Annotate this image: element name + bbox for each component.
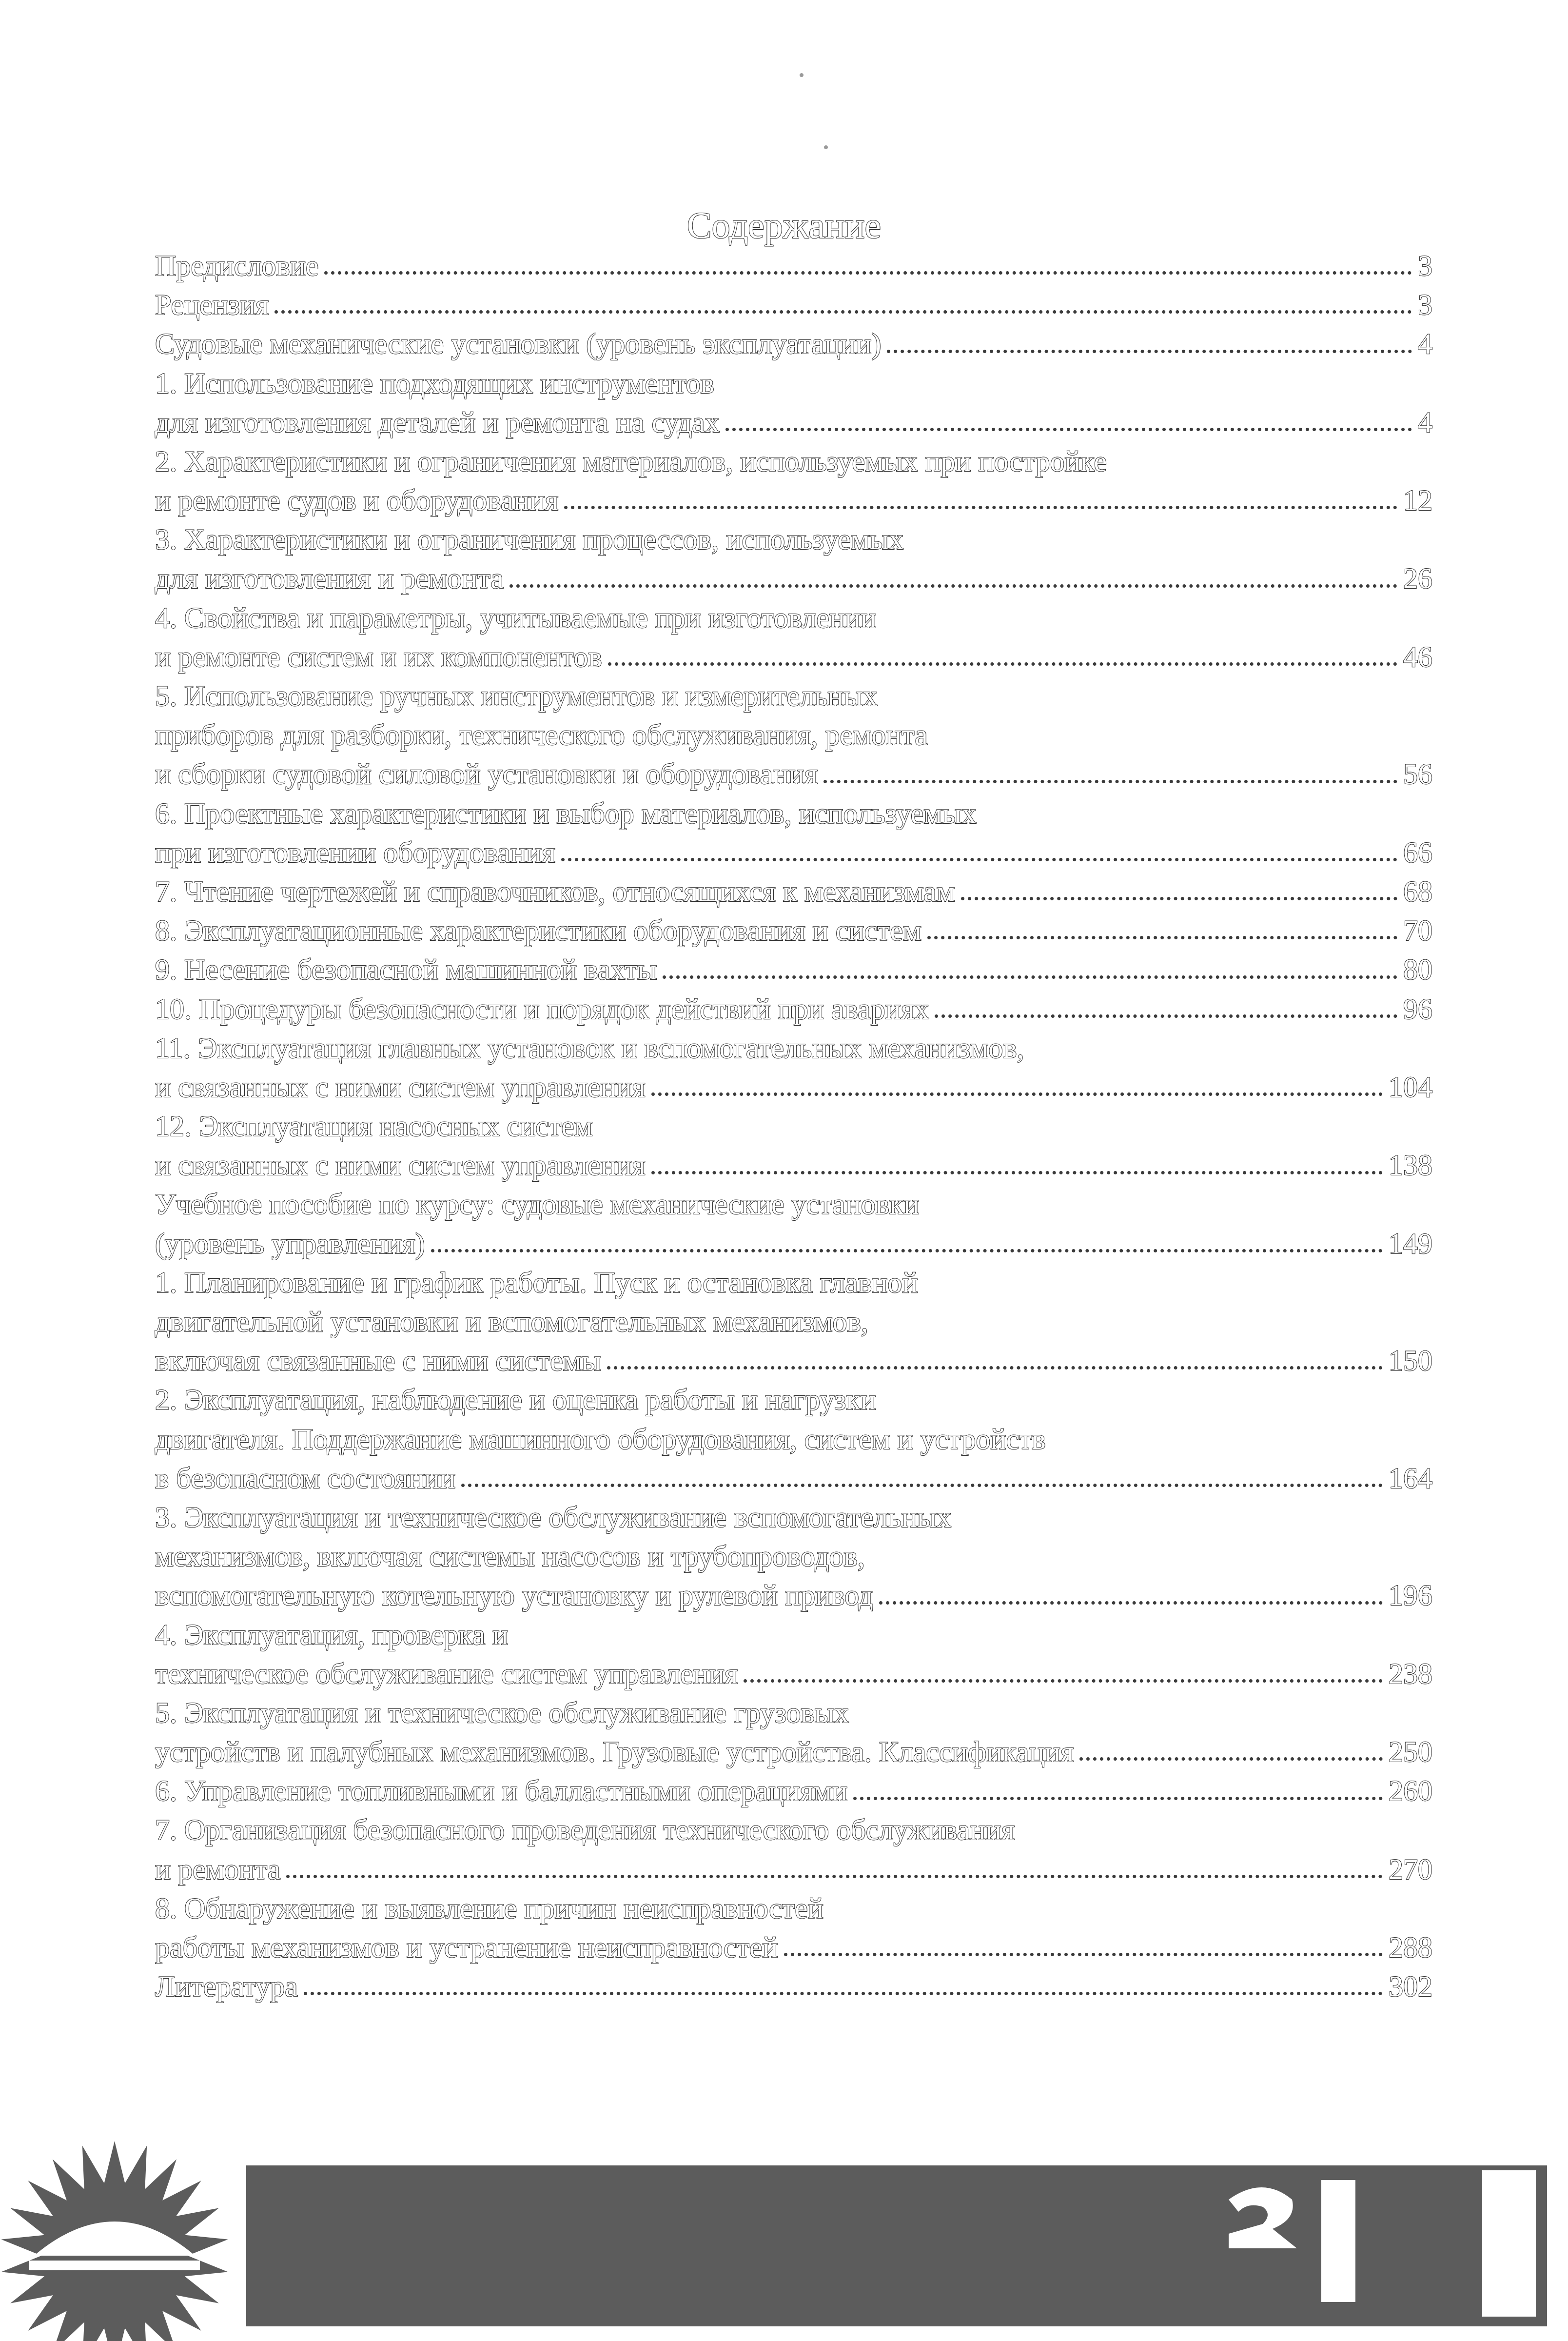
toc-page-number: 46 — [1403, 640, 1432, 673]
footer-mark — [1321, 2170, 1536, 2317]
toc-entry[interactable] — [155, 246, 1432, 285]
toc-page-number: 270 — [1389, 1853, 1432, 1885]
toc-entry-line — [155, 1263, 1432, 1302]
toc-entry-title: 8. Эксплуатационные характеристики оборудования и систем — [155, 914, 921, 947]
toc-leader-dots — [510, 584, 1397, 588]
toc-entry-title: 12. Эксплуатация насосных систем — [155, 1110, 593, 1143]
toc-page-number: 250 — [1389, 1736, 1432, 1768]
toc-entry-title: при изготовлении оборудования — [155, 836, 555, 869]
toc-entry[interactable] — [155, 324, 1432, 363]
toc-entry-line — [155, 637, 1432, 676]
toc-leader-dots — [1079, 1757, 1383, 1761]
toc-entry-title: для изготовления и ремонта — [155, 562, 504, 595]
toc-entry[interactable] — [155, 442, 1432, 520]
toc-leader-dots — [927, 936, 1397, 939]
toc-entry-line — [155, 911, 1432, 950]
toc-entry-title: техническое обслуживание систем управления — [155, 1657, 738, 1690]
toc-entry-line — [155, 324, 1432, 363]
toc-leader-dots — [561, 858, 1397, 861]
toc-entry-line — [155, 1576, 1432, 1615]
toc-entry-title: устройств и палубных механизмов. Грузовые устройства. Классификация — [155, 1736, 1074, 1768]
table-of-contents — [155, 246, 1432, 2006]
toc-entry[interactable] — [155, 285, 1432, 324]
toc-entry-line — [155, 1498, 1432, 1537]
toc-entry-title: 2. Характеристики и ограничения материалов, используемых при постройке — [155, 445, 1107, 477]
toc-entry-title: 11. Эксплуатация главных установок и вспомогательных механизмов, — [155, 1032, 1024, 1064]
toc-leader-dots — [961, 897, 1397, 900]
toc-entry-line — [155, 1341, 1432, 1380]
toc-entry[interactable] — [155, 1107, 1432, 1185]
toc-entry-title: и ремонте систем и их компонентов — [155, 640, 602, 673]
toc-leader-dots — [823, 780, 1397, 783]
toc-entry-title: 6. Проектные характеристики и выбор материалов, используемых — [155, 797, 977, 830]
toc-page-number: 4 — [1418, 406, 1432, 438]
toc-entry-line — [155, 1537, 1432, 1576]
sun-burst-icon — [0, 2114, 229, 2341]
toc-entry-line — [155, 1811, 1432, 1850]
toc-leader-dots — [651, 1092, 1383, 1096]
toc-entry-line — [155, 1693, 1432, 1732]
toc-entry-line — [155, 872, 1432, 911]
toc-entry[interactable] — [155, 1498, 1432, 1615]
toc-entry-title: 5. Использование ручных инструментов и измерительных — [155, 680, 878, 713]
toc-entry[interactable] — [155, 1967, 1432, 2006]
toc-entry-title: 5. Эксплуатация и техническое обслуживание грузовых — [155, 1696, 849, 1729]
toc-page-number: 26 — [1403, 562, 1432, 595]
toc-entry-line — [155, 715, 1432, 754]
toc-entry-title: и сборки судовой силовой установки и оборудования — [155, 758, 818, 791]
toc-entry-line — [155, 285, 1432, 324]
toc-page-number: 3 — [1418, 249, 1432, 282]
toc-entry[interactable] — [155, 1889, 1432, 1967]
toc-page-number: 3 — [1418, 289, 1432, 321]
toc-entry[interactable] — [155, 911, 1432, 950]
toc-entry-title: вспомогательную котельную установку и рулевой привод — [155, 1579, 873, 1612]
toc-page-number: 4 — [1418, 328, 1432, 360]
toc-page-number: 66 — [1403, 836, 1432, 869]
toc-entry-title: 8. Обнаружение и выявление причин неисправностей — [155, 1892, 823, 1924]
page-title: Содержание — [686, 205, 882, 246]
toc-page-number: 12 — [1403, 484, 1432, 517]
toc-entry-title: 3. Характеристики и ограничения процессов, используемых — [155, 523, 904, 556]
toc-entry-line — [155, 1146, 1432, 1185]
toc-page-number: 260 — [1389, 1775, 1432, 1807]
toc-page-number: 138 — [1389, 1149, 1432, 1182]
toc-leader-dots — [461, 1484, 1383, 1487]
toc-entry-title: 9. Несение безопасной машинной вахты — [155, 953, 657, 986]
toc-entry-title: и связанных с ними систем управления — [155, 1071, 646, 1103]
toc-entry[interactable] — [155, 1380, 1432, 1498]
toc-entry-title: и связанных с ними систем управления — [155, 1149, 646, 1182]
toc-entry-line — [155, 1928, 1432, 1967]
footer-mark — [1219, 2180, 1307, 2253]
toc-entry-line — [155, 1380, 1432, 1419]
toc-entry-title: 1. Использование подходящих инструментов — [155, 367, 714, 399]
toc-entry-title: и ремонте судов и оборудования — [155, 484, 559, 517]
toc-leader-dots — [286, 1875, 1383, 1878]
toc-page-number: 56 — [1403, 758, 1432, 791]
toc-entry[interactable] — [155, 598, 1432, 676]
toc-entry-line — [155, 1850, 1432, 1889]
scan-speck — [824, 145, 828, 149]
toc-entry[interactable] — [155, 1693, 1432, 1771]
toc-leader-dots — [879, 1601, 1383, 1605]
toc-entry-title: работы механизмов и устранение неисправностей — [155, 1931, 778, 1964]
toc-leader-dots — [853, 1797, 1383, 1800]
toc-entry-line — [155, 1615, 1432, 1654]
toc-leader-dots — [607, 1366, 1383, 1369]
toc-entry-line — [155, 1654, 1432, 1693]
toc-entry[interactable] — [155, 1263, 1432, 1381]
toc-entry-title: 1. Планирование и график работы. Пуск и остановка главной — [155, 1266, 918, 1299]
toc-entry-title: 4. Свойства и параметры, учитываемые при изготовлении — [155, 601, 877, 634]
toc-page-number: 150 — [1389, 1345, 1432, 1377]
toc-page-number: 149 — [1389, 1227, 1432, 1260]
toc-entry[interactable] — [155, 1029, 1432, 1107]
toc-entry-title: механизмов, включая системы насосов и трубопроводов, — [155, 1540, 865, 1573]
toc-leader-dots — [935, 1014, 1397, 1018]
toc-entry-title: 7. Организация безопасного проведения технического обслуживания — [155, 1814, 1015, 1846]
toc-entry-title: приборов для разборки, технического обслуживания, ремонта — [155, 719, 928, 752]
toc-entry-line — [155, 520, 1432, 559]
toc-entry-title: Учебное пособие по курсу: судовые механические установки — [155, 1188, 920, 1221]
toc-entry-line — [155, 1302, 1432, 1341]
toc-leader-dots — [324, 271, 1412, 275]
toc-entry-line — [155, 1224, 1432, 1263]
toc-entry-title: двигателя. Поддержание машинного оборудования, систем и устройств — [155, 1423, 1046, 1455]
toc-entry-title: двигательной установки и вспомогательных механизмов, — [155, 1306, 868, 1338]
toc-entry-line — [155, 833, 1432, 872]
toc-entry-title: и ремонта — [155, 1853, 281, 1885]
toc-entry-line — [155, 1107, 1432, 1146]
toc-page-number: 70 — [1403, 914, 1432, 947]
toc-entry-line — [155, 1732, 1432, 1771]
toc-leader-dots — [564, 506, 1397, 509]
toc-entry-line — [155, 794, 1432, 833]
toc-entry[interactable] — [155, 1185, 1432, 1263]
toc-leader-dots — [304, 1992, 1383, 1995]
toc-entry-line — [155, 481, 1432, 520]
toc-entry-title: (уровень управления) — [155, 1227, 425, 1260]
toc-page-number: 68 — [1403, 875, 1432, 908]
toc-page-number: 302 — [1389, 1970, 1432, 2003]
toc-entry-line — [155, 364, 1432, 403]
toc-page-number: 96 — [1403, 992, 1432, 1025]
toc-entry[interactable] — [155, 676, 1432, 794]
toc-entry-line — [155, 754, 1432, 794]
toc-entry-line — [155, 1068, 1432, 1107]
toc-entry-title: включая связанные с ними системы — [155, 1345, 602, 1377]
toc-entry-title: 6. Управление топливными и балластными операциями — [155, 1775, 848, 1807]
toc-entry-title: Литература — [155, 1970, 298, 2003]
toc-entry-line — [155, 990, 1432, 1029]
toc-leader-dots — [887, 350, 1412, 353]
toc-entry-title: для изготовления деталей и ремонта на судах — [155, 406, 720, 438]
toc-entry-title: 4. Эксплуатация, проверка и — [155, 1618, 509, 1651]
toc-page-number: 104 — [1389, 1071, 1432, 1103]
toc-entry[interactable] — [155, 872, 1432, 911]
toc-page-number: 164 — [1389, 1462, 1432, 1494]
toc-entry-line — [155, 1029, 1432, 1068]
toc-leader-dots — [744, 1679, 1383, 1683]
toc-entry-line — [155, 1420, 1432, 1459]
toc-entry-title: Рецензия — [155, 289, 269, 321]
toc-leader-dots — [608, 662, 1397, 666]
toc-page-number: 80 — [1403, 953, 1432, 986]
toc-entry-line — [155, 1967, 1432, 2006]
toc-leader-dots — [725, 428, 1412, 431]
toc-page-number: 238 — [1389, 1657, 1432, 1690]
toc-leader-dots — [431, 1249, 1383, 1252]
toc-entry[interactable] — [155, 520, 1432, 598]
scan-speck — [800, 73, 804, 77]
toc-entry[interactable] — [155, 1811, 1432, 1889]
toc-page-number: 196 — [1389, 1579, 1432, 1612]
toc-entry-line — [155, 598, 1432, 637]
toc-entry-title: Судовые механические установки (уровень эксплуатации) — [155, 328, 882, 360]
toc-entry-line — [155, 559, 1432, 598]
toc-entry-title: Предисловие — [155, 249, 319, 282]
toc-entry-line — [155, 950, 1432, 989]
toc-entry-line — [155, 403, 1432, 442]
toc-entry-line — [155, 1459, 1432, 1498]
toc-entry-line — [155, 1889, 1432, 1928]
toc-entry[interactable] — [155, 364, 1432, 442]
toc-entry[interactable] — [155, 950, 1432, 989]
toc-entry-title: 2. Эксплуатация, наблюдение и оценка работы и нагрузки — [155, 1384, 876, 1416]
toc-leader-dots — [784, 1953, 1383, 1956]
toc-entry-title: 10. Процедуры безопасности и порядок действий при авариях — [155, 992, 929, 1025]
toc-entry-title: 3. Эксплуатация и техническое обслуживание вспомогательных — [155, 1501, 952, 1533]
toc-leader-dots — [663, 975, 1397, 979]
toc-entry-line — [155, 676, 1432, 715]
toc-entry[interactable] — [155, 990, 1432, 1029]
toc-entry-line — [155, 246, 1432, 285]
toc-entry-line — [155, 1185, 1432, 1224]
toc-entry-line — [155, 1771, 1432, 1810]
toc-entry[interactable] — [155, 794, 1432, 872]
toc-entry-title: в безопасном состоянии — [155, 1462, 456, 1494]
toc-entry-title: 7. Чтение чертежей и справочников, относящихся к механизмам — [155, 875, 955, 908]
toc-page-number: 288 — [1389, 1931, 1432, 1964]
toc-entry[interactable] — [155, 1615, 1432, 1693]
toc-entry[interactable] — [155, 1771, 1432, 1810]
toc-leader-dots — [274, 310, 1412, 314]
toc-entry-line — [155, 442, 1432, 481]
toc-leader-dots — [651, 1171, 1383, 1174]
